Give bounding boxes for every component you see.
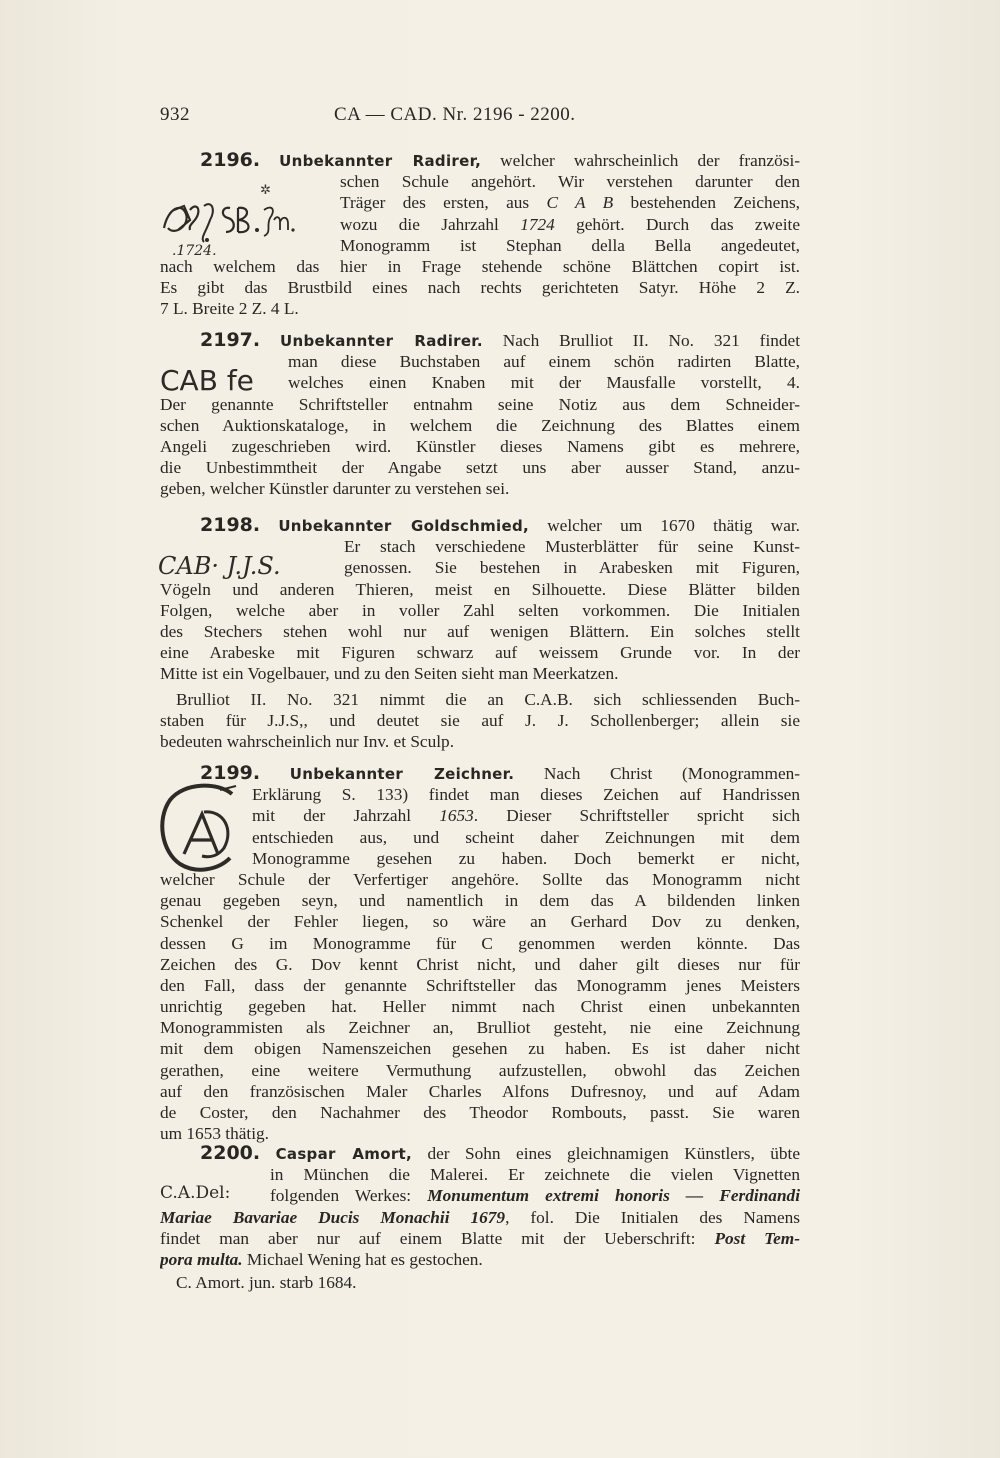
entry-number: 2198. bbox=[200, 515, 261, 536]
entry-2196: 2196. Unbekannter Radirer, welcher wahrscheinlich der französi- schen Schule angehört. Wir verstehen darunter den Träger des ersten, aus C A B bestehenden Zeichens, wozu die Jahrzahl 1724 gehört. Durch das zweite Monogramm ist Stephan della Bella angedeutet, nach welchem das hier in Frage stehende schöne Blättchen copirt ist. Es gibt das Brustbild eines nach rechts gerichteten Satyr. Höhe 2 Z. 7 L. Breite 2 Z. 4 L. bbox=[160, 150, 800, 319]
svg-text:✲: ✲ bbox=[260, 183, 271, 198]
entry-2199: 2199. Unbekannter Zeichner. Nach Christ (Monogrammen- Erklärung S. 133) findet man dieses Zeichen auf Handrissen mit der Jahrzahl 1653. Dieser Schriftsteller spricht sich entschieden aus, und scheint daher Zeichnungen mit dem Monogramme gesehen zu haben. Doch bemerkt er nicht, welcher Schule der Verfertiger angehöre. Sollte das Monogramm nicht genau gegeben seyn, und namentlich in dem das A bildenden linken Schenkel der Fehler liegen, so wäre an Gerhard Dov zu denken, dessen G im Monogramme für C genommen werden könnte. Das Zeichen des G. Dov kennt Christ nicht, und daher gilt dieses nur für den Fall, dass der genannte Schriftsteller das Monogramm jenes Meisters unrichtig gegeben hat. Heller nimmt nach Christ einen unbekannten Monogrammisten als Zeichner an, Brulliot gesteht, nie eine Zeichnung mit dem obigen Namenszeichen gesehen zu haben. Es ist daher nicht gerathen, eine weitere Vermuthung aufzustellen, obwohl das Zeichen auf den französischen Maler Charles Alfons Dufresnoy, und auf Adam de Coster, den Nachahmer des Theodor Rombouts, passt. Sie waren um 1653 thätig. bbox=[160, 763, 800, 1144]
entry-title: Unbekannter Radirer. bbox=[280, 332, 483, 350]
entry-2198: 2198. Unbekannter Goldschmied, welcher um 1670 thätig war. Er stach verschiedene Musterblätter für seine Kunst- genossen. Sie bestehen in Arabesken mit Figuren, Vögeln und anderen Thieren, meist en Silhouette. Diese Blätter bilden Folgen, welche aber in voller Zahl selten vorkommen. Die Initialen des Stechers stehen wohl nur auf wenigen Blättern. Ein solches stellt eine Arabeske mit Figuren schwarz auf weissem Grunde vor. In der Mitte ist ein Vogelbauer, und zu den Seiten sieht man Meerkatzen. Brulliot II. No. 321 nimmt die an C.A.B. sich schliessenden Buch- staben für J.J.S,, und deutet sie auf J. J. Schollenberger; allein sie bedeuten wahrscheinlich nur Inv. et Sculp. bbox=[160, 515, 800, 751]
entry-title: Unbekannter Goldschmied, bbox=[278, 517, 529, 535]
entry-number: 2200. bbox=[200, 1143, 261, 1164]
entry-title: Unbekannter Radirer, bbox=[279, 152, 482, 170]
entry-2197: 2197. Unbekannter Radirer. Nach Brulliot II. No. 321 findet man diese Buchstaben auf einem schön radirten Blatte, welches einen Knaben mit der Mausfalle vorstellt, 4. Der genannte Schriftsteller entnahm seine Notiz aus dem Schneider- schen Auktionskataloge, in welchem die Zeichnung des Blattes einem Angeli zugeschrieben wird. Künstler dieses Namens gibt es mehrere, die Unbestimmtheit der Angabe setzt uns aber ausser Stand, anzu- geben, welcher Künstler darunter zu verstehen sei. bbox=[160, 330, 800, 499]
monogram-2196-year: .1724. bbox=[172, 243, 217, 259]
running-title: CA — CAD. Nr. 2196 - 2200. bbox=[334, 104, 576, 125]
monogram-2198-text: CAB· J.J.S. bbox=[158, 552, 281, 580]
entry-number: 2199. bbox=[200, 763, 261, 784]
entry-title: Caspar Amort, bbox=[275, 1145, 412, 1163]
entry-number: 2197. bbox=[200, 330, 261, 351]
entry-number: 2196. bbox=[200, 150, 261, 171]
entry-title: Unbekannter Zeichner. bbox=[289, 765, 515, 783]
page-number: 932 bbox=[160, 104, 190, 125]
monogram-2197-text: CAB fe bbox=[160, 364, 254, 397]
page-header bbox=[160, 104, 800, 134]
monogram-2200-text: C.A.Del: bbox=[160, 1183, 231, 1203]
entry-2200: 2200. Caspar Amort, der Sohn eines gleichnamigen Künstlers, übte in München die Malerei. Er zeichnete die vielen Vignetten folgenden Werkes: Monumentum extremi honoris — Ferdinandi Mariae Bavariae Ducis Monachii 1679, fol. Die Initialen des Namens findet man aber nur auf einem Blatte mit der Ueberschrift: Post Tem- pora multa. Michael Wening hat es gestochen. C. Amort. jun. starb 1684. bbox=[160, 1143, 800, 1293]
